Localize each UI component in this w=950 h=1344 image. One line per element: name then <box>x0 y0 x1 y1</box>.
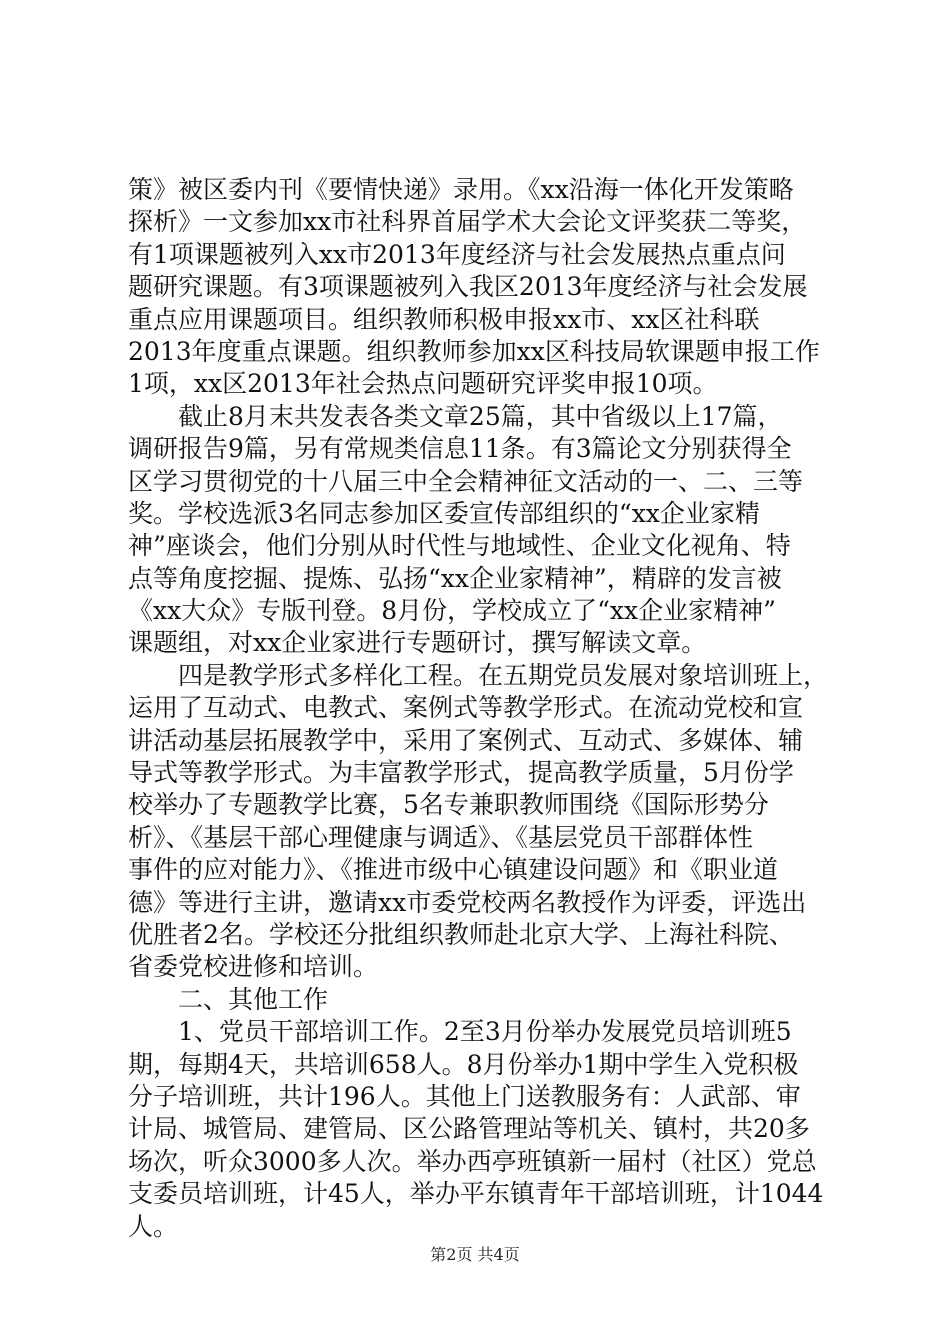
text-line: 人。 <box>128 1211 179 1241</box>
text-line: 运用了互动式、电教式、案例式等教学形式。在流动党校和宣 <box>128 693 804 723</box>
section-heading: 二、其他工作 <box>178 984 329 1014</box>
text-line: 优胜者2名。学校还分批组织教师赴北京大学、上海社科院、 <box>128 919 794 949</box>
text-line: 场次，听众3000多人次。举办西亭班镇新一届村（社区）党总 <box>128 1146 817 1176</box>
text-line: 支委员培训班，计45人，举办平东镇青年干部培训班，计1044 <box>128 1179 824 1209</box>
text-line: 省委党校进修和培训。 <box>128 952 379 982</box>
text-line: 有1项课题被列入xx市2013年度经济与社会发展热点重点问 <box>128 239 786 269</box>
page-footer <box>0 1245 950 1265</box>
paragraph-first-line: 1、党员干部培训工作。2至3月份举办发展党员培训班5 <box>178 1017 792 1047</box>
text-line: 课题组，对xx企业家进行专题研讨，撰写解读文章。 <box>128 628 707 658</box>
page-number: 第2页 共4页 <box>430 1245 520 1264</box>
text-line: 析》、《基层干部心理健康与调适》、《基层党员干部群体性 <box>128 822 754 852</box>
text-line: 事件的应对能力》、《推进市级中心镇建设问题》和《职业道 <box>128 855 779 885</box>
text-line: 2013年度重点课题。组织教师参加xx区科技局软课题申报工作 <box>128 336 820 366</box>
text-line: 计局、城管局、建管局、区公路管理站等机关、镇村，共20多 <box>128 1114 810 1144</box>
text-line: 策》被区委内刊《要情快递》录用。《xx沿海一体化开发策略 <box>128 175 794 204</box>
text-line: 分子培训班，共计196人。其他上门送教服务有：人武部、审 <box>128 1081 801 1111</box>
paragraph-first-line: 四是教学形式多样化工程。在五期党员发展对象培训班上， <box>178 660 829 690</box>
text-line: 《xx大众》专版刊登。8月份，学校成立了“xx企业家精神” <box>128 596 776 626</box>
body-text <box>128 174 840 1243</box>
text-line: 校举办了专题教学比赛，5名专兼职教师围绕《国际形势分 <box>128 790 769 820</box>
text-line: 探析》一文参加xx市社科界首届学术大会论文评奖获二等奖， <box>128 207 807 237</box>
text-line: 1项，xx区2013年社会热点问题研究评奖申报10项。 <box>128 369 718 399</box>
text-line: 点等角度挖掘、提炼、弘扬“xx企业家精神”，精辟的发言被 <box>128 563 782 593</box>
text-line: 题研究课题。有3项课题被列入我区2013年度经济与社会发展 <box>128 272 808 302</box>
text-line: 德》等进行主讲，邀请xx市委党校两名教授作为评委，评选出 <box>128 887 807 917</box>
text-line: 区学习贯彻党的十八届三中全会精神征文活动的一、二、三等 <box>128 466 804 496</box>
text-line: 奖。学校选派3名同志参加区委宣传部组织的“xx企业家精 <box>128 498 760 528</box>
text-line: 神”座谈会，他们分别从时代性与地域性、企业文化视角、特 <box>128 531 791 561</box>
text-line: 调研报告9篇，另有常规类信息11条。有3篇论文分别获得全 <box>128 434 792 464</box>
paragraph-first-line: 截止8月末共发表各类文章25篇，其中省级以上17篇， <box>178 401 783 431</box>
text-line: 期，每期4天，共培训658人。8月份举办1期中学生入党积极 <box>128 1049 799 1079</box>
text-line: 讲活动基层拓展教学中，采用了案例式、互动式、多媒体、辅 <box>128 725 804 755</box>
text-line: 重点应用课题项目。组织教师积极申报xx市、xx区社科联 <box>128 304 760 334</box>
text-line: 导式等教学形式。为丰富教学形式，提高教学质量，5月份学 <box>128 758 794 788</box>
